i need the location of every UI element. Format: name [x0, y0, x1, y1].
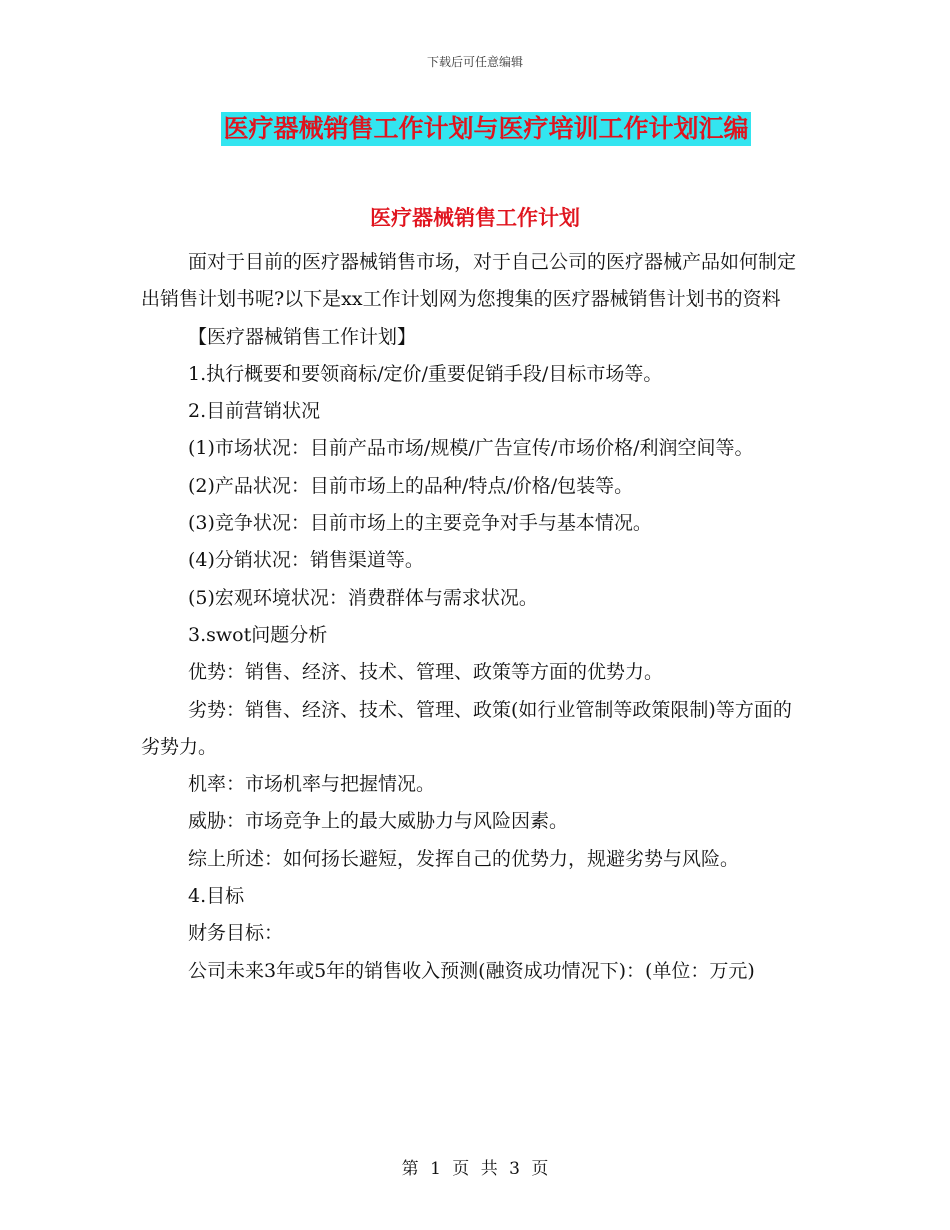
paragraph: 劣势：销售、经济、技术、管理、政策(如行业管制等政策限制)等方面的劣势力。 [141, 698, 792, 758]
paragraph: 2.目前营销状况 [188, 400, 321, 423]
paragraph: 1.执行概要和要领商标/定价/重要促销手段/目标市场等。 [188, 362, 663, 385]
paragraph: (5)宏观环境状况：消费群体与需求状况。 [188, 586, 538, 609]
header-note: 下载后可任意编辑 [426, 55, 523, 69]
section-title: 医疗器械销售工作计划 [370, 205, 580, 230]
paragraph: (2)产品状况：目前市场上的品种/特点/价格/包装等。 [188, 474, 634, 497]
page-footer: 第 1 页 共 3 页 [401, 1159, 549, 1179]
paragraph: 面对于目前的医疗器械销售市场，对于自己公司的医疗器械产品如何制定出销售计划书呢?以下是xx工作计划网为您搜集的医疗器械销售计划书的资料 [141, 251, 797, 311]
main-title-wrap [0, 112, 950, 146]
paragraph: 机率：市场机率与把握情况。 [188, 773, 436, 796]
document-title: 医疗器械销售工作计划与医疗培训工作计划汇编 [221, 112, 750, 146]
paragraph: (4)分销状况：销售渠道等。 [188, 549, 424, 572]
paragraph: 【医疗器械销售工作计划】 [188, 325, 417, 348]
paragraph: 优势：销售、经济、技术、管理、政策等方面的优势力。 [188, 661, 664, 684]
paragraph: 综上所述：如何扬长避短，发挥自己的优势力，规避劣势与风险。 [188, 847, 740, 870]
paragraph: 3.swot问题分析 [188, 623, 328, 646]
paragraph: (1)市场状况：目前产品市场/规模/广告宣传/市场价格/利润空间等。 [188, 437, 754, 460]
document-body [141, 244, 809, 990]
paragraph: 威胁：市场竞争上的最大威胁力与风险因素。 [188, 810, 569, 833]
paragraph: 财务目标： [188, 922, 284, 945]
paragraph: 公司未来3年或5年的销售收入预测(融资成功情况下)：(单位：万元) [188, 959, 755, 982]
paragraph: 4.目标 [188, 885, 245, 908]
paragraph: (3)竞争状况：目前市场上的主要竞争对手与基本情况。 [188, 512, 652, 535]
